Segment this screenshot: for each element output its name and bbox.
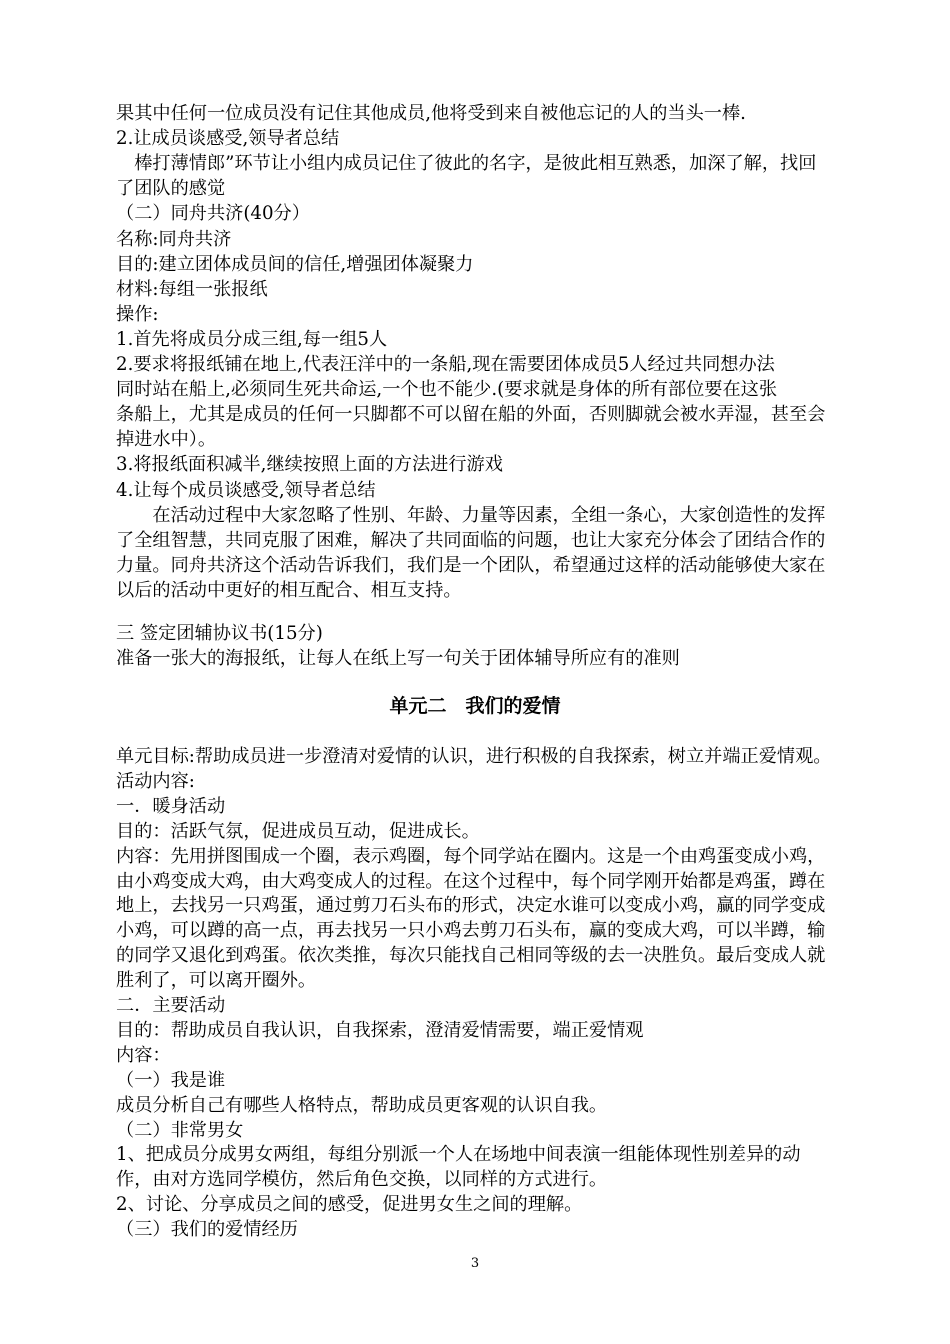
text-line: （一）我是谁 xyxy=(116,1069,226,1091)
text-line: 2.让成员谈感受,领导者总结 xyxy=(116,128,340,150)
text-line: 目的：活跃气氛，促进成员互动，促进成长。 xyxy=(116,820,480,842)
text-line: 准备一张大的海报纸，让每人在纸上写一句关于团体辅导所应有的准则 xyxy=(116,648,680,669)
text-line: 活动内容: xyxy=(116,770,195,792)
text-line: 内容： xyxy=(116,1044,171,1066)
text-line: 作，由对方选同学模仿，然后角色交换，以同样的方式进行。 xyxy=(116,1169,608,1191)
page-number: 3 xyxy=(470,1256,480,1271)
text-line: 掉进水中）。 xyxy=(116,429,217,451)
text-line: 材料:每组一张报纸 xyxy=(116,278,268,300)
text-line: 2、讨论、分享成员之间的感受，促进男女生之间的理解。 xyxy=(116,1194,583,1216)
text-line: 4.让每个成员谈感受,领导者总结 xyxy=(116,479,376,501)
text-line: （二）同舟共济(40分） xyxy=(116,203,310,225)
text-line: 3.将报纸面积减半,继续按照上面的方法进行游戏 xyxy=(116,454,503,476)
text-line: 1、把成员分成男女两组，每组分别派一个人在场地中间表演一组能体现性别差异的动 xyxy=(116,1144,801,1166)
text-line: （二）非常男女 xyxy=(116,1119,244,1141)
unit-title: 单元二 我们的爱情 xyxy=(389,695,561,717)
text-line: 目的:建立团体成员间的信任,增强团体凝聚力 xyxy=(116,253,474,275)
text-line: 同时站在船上,必须同生死共命运,一个也不能少.(要求就是身体的所有部位要在这张 xyxy=(116,379,778,401)
text-line: 由小鸡变成大鸡，由大鸡变成人的过程。在这个过程中，每个同学刚开始都是鸡蛋，蹲在 xyxy=(116,870,826,892)
text-line: 单元目标:帮助成员进一步澄清对爱情的认识，进行积极的自我探索，树立并端正爱情观。 xyxy=(116,746,832,767)
text-line: 操作: xyxy=(116,303,159,325)
text-line: 目的：帮助成员自我认识，自我探索，澄清爱情需要，端正爱情观 xyxy=(116,1019,644,1041)
text-line: 棒打薄情郎”环节让小组内成员记住了彼此的名字，是彼此相互熟悉，加深了解，找回 xyxy=(116,153,817,175)
text-line: 成员分析自己有哪些人格特点，帮助成员更客观的认识自我。 xyxy=(116,1094,608,1116)
text-line: 内容：先用拼图围成一个圈，表示鸡圈，每个同学站在圈内。这是一个由鸡蛋变成小鸡， xyxy=(116,845,826,867)
text-line: 1.首先将成员分成三组,每一组5人 xyxy=(116,328,388,350)
text-line: 二．主要活动 xyxy=(116,995,226,1016)
text-line: 一．暖身活动 xyxy=(116,795,226,817)
text-line: 果其中任何一位成员没有记住其他成员,他将受到来自被他忘记的人的当头一棒. xyxy=(116,103,746,124)
text-line: 以后的活动中更好的相互配合、相互支持。 xyxy=(116,579,462,601)
text-line: 地上，去找另一只鸡蛋，通过剪刀石头布的形式，决定水谁可以变成小鸡，赢的同学变成 xyxy=(116,895,826,917)
text-line: 的同学又退化到鸡蛋。依次类推，每次只能找自己相同等级的去一决胜负。最后变成人就 xyxy=(116,945,826,967)
text-line: 胜利了，可以离开圈外。 xyxy=(116,970,317,992)
text-line: （三）我们的爱情经历 xyxy=(116,1219,298,1241)
text-line: 小鸡，可以蹲的高一点，再去找另一只小鸡去剪刀石头布，赢的变成大鸡，可以半蹲，输 xyxy=(116,920,826,942)
text-line: 了团队的感觉 xyxy=(116,178,226,200)
text-line: 2.要求将报纸铺在地上,代表汪洋中的一条船,现在需要团体成员5人经过共同想办法 xyxy=(116,354,775,375)
text-line: 了全组智慧，共同克服了困难，解决了共同面临的问题，也让大家充分体会了团结合作的 xyxy=(116,529,826,551)
text-line: 力量。同舟共济这个活动告诉我们，我们是一个团队，希望通过这样的活动能够使大家在 xyxy=(116,554,826,576)
text-line: 在活动过程中大家忽略了性别、年龄、力量等因素，全组一条心，大家创造性的发挥 xyxy=(116,504,826,526)
text-line: 条船上，尤其是成员的任何一只脚都不可以留在船的外面，否则脚就会被水弄湿，甚至会 xyxy=(116,404,826,426)
text-line: 三 签定团辅协议书(15分) xyxy=(116,623,323,644)
text-line: 名称:同舟共济 xyxy=(116,228,232,250)
